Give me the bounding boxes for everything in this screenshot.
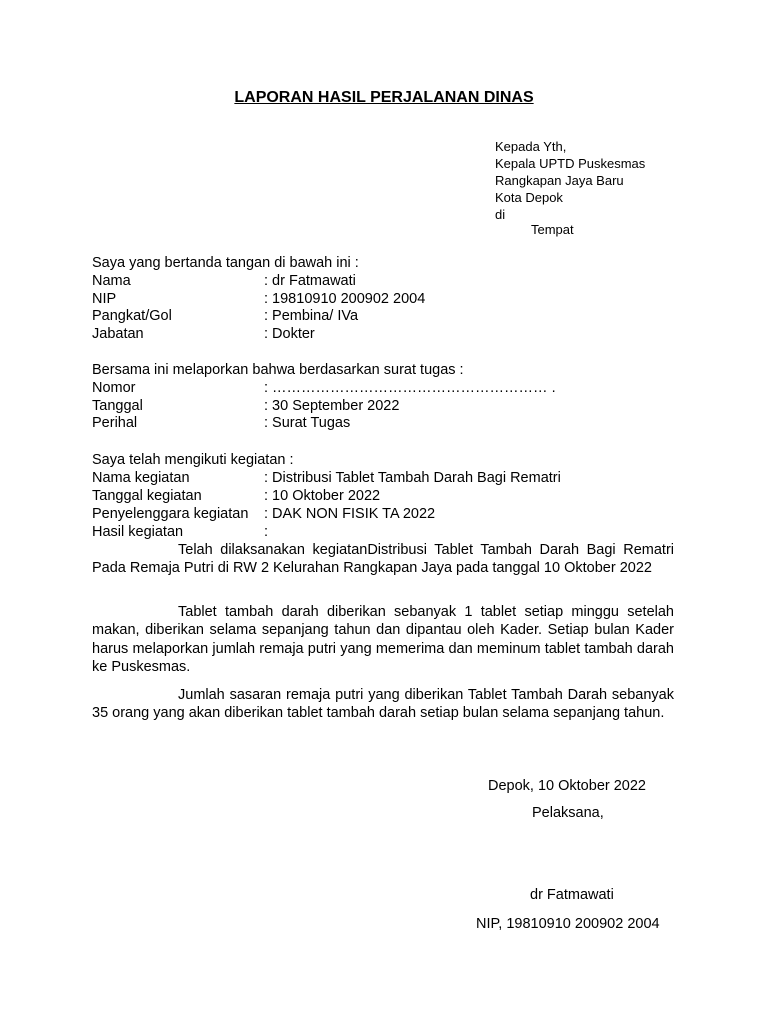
field-label: Penyelenggara kegiatan	[92, 506, 249, 522]
field-value: : 10 Oktober 2022	[264, 488, 381, 504]
recipient-line: Tempat	[531, 222, 574, 237]
activity-intro: Saya telah mengikuti kegiatan :	[92, 452, 294, 468]
field-value: :	[264, 524, 269, 540]
field-value: : dr Fatmawati	[264, 273, 356, 289]
field-label: Hasil kegiatan	[92, 524, 184, 540]
recipient-line: Kota Depok	[495, 190, 563, 205]
result-paragraph: Tablet tambah darah diberikan sebanyak 1 tablet setiap minggu setelah makan, diberikan selama sepanjang tahun dan dipantau oleh Kader. Setiap bulan Kader harus melaporkan jumlah remaja putri yang memerima dan meminum tablet tambah darah ke Puskesmas.	[92, 604, 674, 675]
field-label: Perihal	[92, 415, 138, 431]
signer-name: dr Fatmawati	[530, 887, 614, 903]
signer-nip: NIP, 19810910 200902 2004	[476, 916, 660, 932]
field-value: : Surat Tugas	[264, 415, 351, 431]
field-label: Nama kegiatan	[92, 470, 190, 486]
field-value: : DAK NON FISIK TA 2022	[264, 506, 436, 522]
document-title: LAPORAN HASIL PERJALANAN DINAS	[234, 89, 534, 106]
field-label: Tanggal	[92, 398, 143, 414]
recipient-line: Kepala UPTD Puskesmas	[495, 156, 646, 171]
result-paragraph: Telah dilaksanakan kegiatanDistribusi Tablet Tambah Darah Bagi Rematri Pada Remaja Putri di RW 2 Kelurahan Rangkapan Jaya pada tanggal 10 Oktober 2022	[92, 542, 674, 577]
field-value: : Distribusi Tablet Tambah Darah Bagi Rematri	[264, 470, 561, 486]
field-label: Jabatan	[92, 326, 144, 342]
signer-role: Pelaksana,	[532, 805, 604, 821]
field-value: : Dokter	[264, 326, 315, 342]
field-label: Tanggal kegiatan	[92, 488, 202, 504]
field-value: : 30 September 2022	[264, 398, 400, 414]
field-value: : Pembina/ IVa	[264, 308, 359, 324]
field-label: Pangkat/Gol	[92, 308, 172, 324]
field-label: NIP	[92, 291, 117, 307]
field-value: : 19810910 200902 2004	[264, 291, 426, 307]
intro-text: Saya yang bertanda tangan di bawah ini :	[92, 255, 359, 271]
field-label: Nomor	[92, 380, 136, 396]
result-paragraph: Jumlah sasaran remaja putri yang diberikan Tablet Tambah Darah sebanyak 35 orang yang akan diberikan tablet tambah darah setiap bulan selama sepanjang tahun.	[92, 687, 674, 722]
recipient-line: Rangkapan Jaya Baru	[495, 173, 624, 188]
place-date: Depok, 10 Oktober 2022	[488, 778, 646, 794]
field-value: : ………………………………………………… .	[264, 380, 556, 396]
assignment-intro: Bersama ini melaporkan bahwa berdasarkan surat tugas :	[92, 362, 464, 378]
recipient-line: Kepada Yth,	[495, 139, 567, 154]
field-label: Nama	[92, 273, 131, 289]
recipient-line: di	[495, 207, 506, 222]
